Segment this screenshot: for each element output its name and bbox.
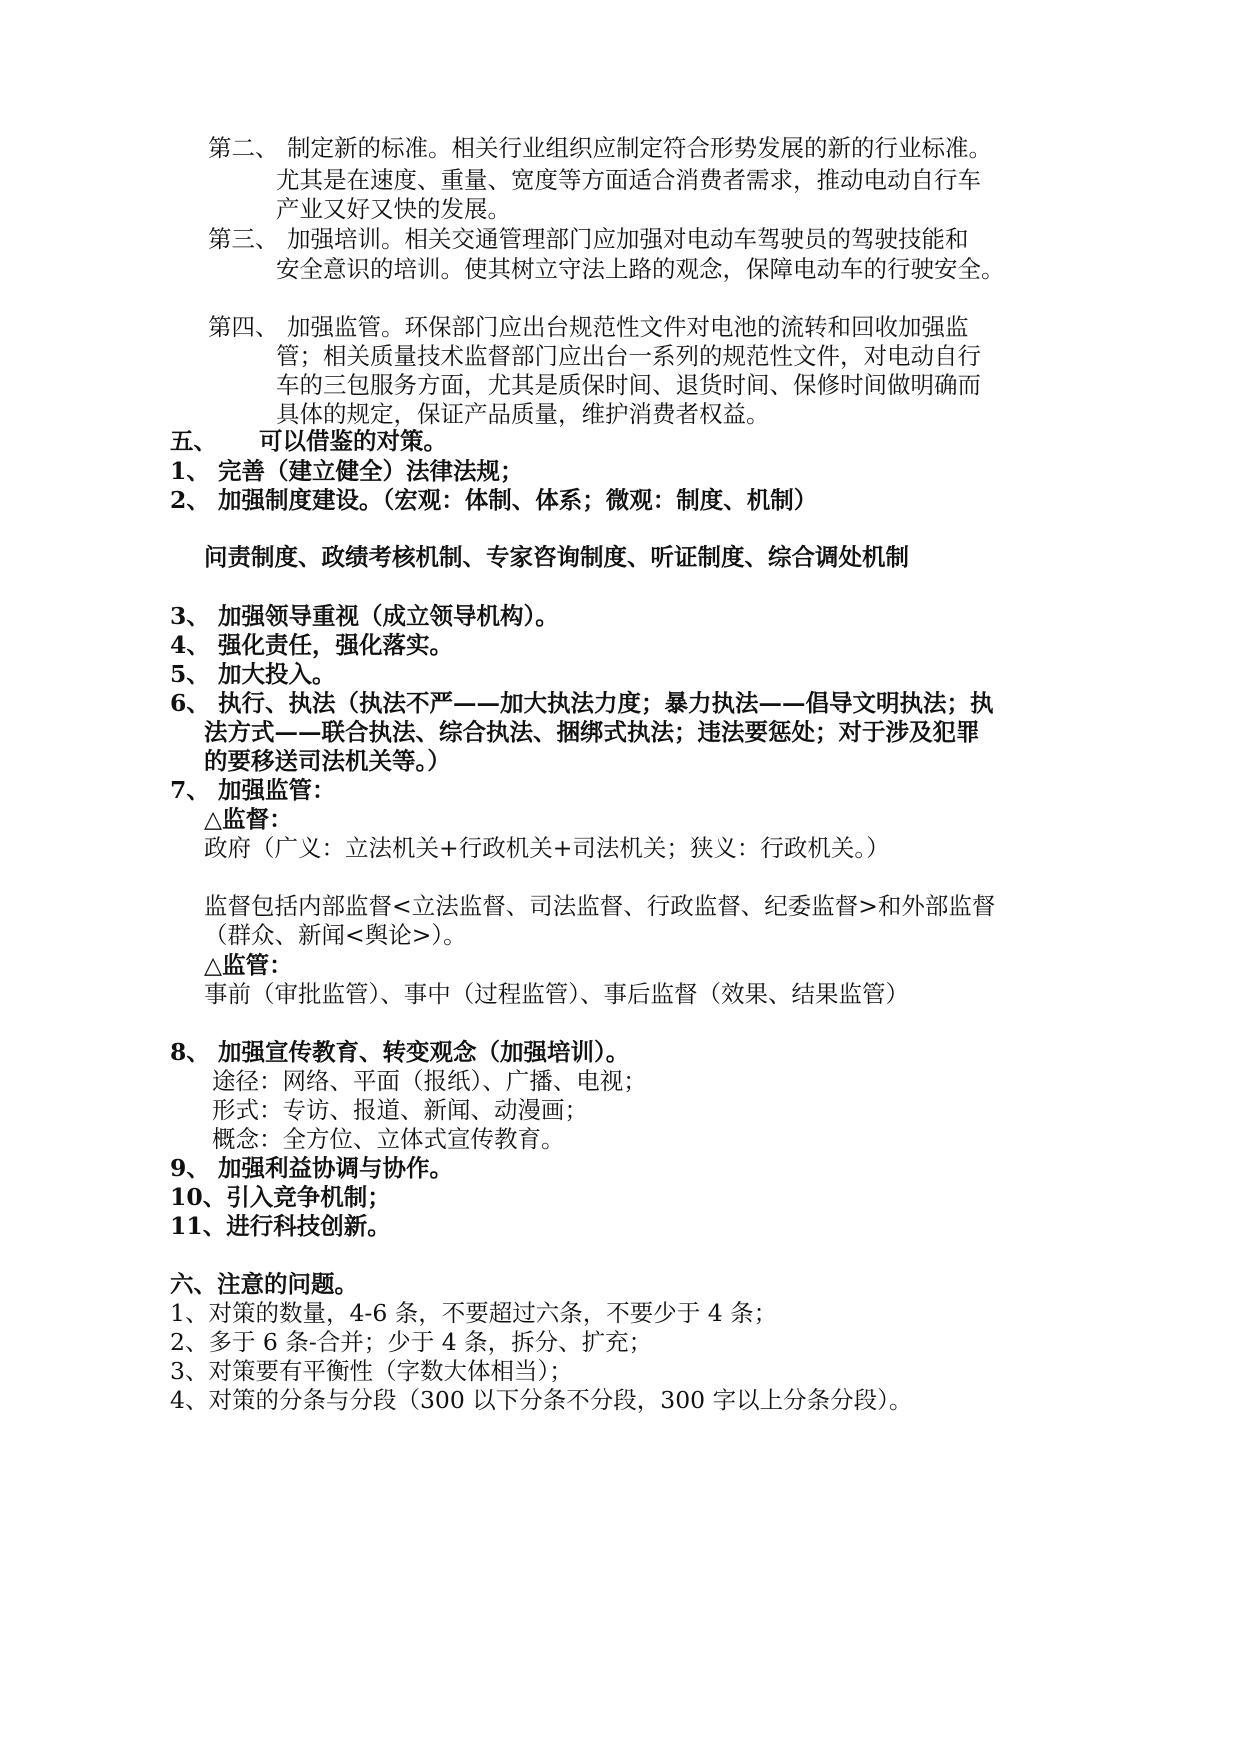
list-item: 6、 执行、执法（执法不严——加大执法力度；暴力执法——倡导文明执法；执 bbox=[170, 689, 994, 717]
body-line: 事前（审批监管）、事中（过程监管）、事后监督（效果、结果监管） bbox=[204, 980, 909, 1008]
list-subitem: 问责制度、政绩考核机制、专家咨询制度、听证制度、综合调处机制 bbox=[204, 543, 909, 571]
paragraph-line: 加强培训。相关交通管理部门应加强对电动车驾驶员的驾驶技能和 bbox=[287, 225, 969, 253]
subheading: △监督： bbox=[204, 805, 293, 833]
item-marker: 第二、 bbox=[208, 134, 279, 162]
body-line: （群众、新闻<舆论>）。 bbox=[204, 921, 467, 949]
paragraph-line: 管；相关质量技术监督部门应出台一系列的规范性文件，对电动自行 bbox=[276, 342, 981, 370]
list-item: 4、对策的分条与分段（300 以下分条不分段，300 字以上分条分段）。 bbox=[170, 1386, 913, 1414]
paragraph-line: 产业又好又快的发展。 bbox=[276, 195, 511, 223]
paragraph-line: 具体的规定，保证产品质量，维护消费者权益。 bbox=[276, 400, 770, 428]
list-item: 8、 加强宣传教育、转变观念（加强培训）。 bbox=[170, 1038, 630, 1066]
body-line: 监督包括内部监督<立法监督、司法监督、行政监督、纪委监督>和外部监督 bbox=[204, 892, 996, 920]
list-item: 2、 加强制度建设。（宏观：体制、体系；微观：制度、机制） bbox=[170, 486, 818, 514]
list-item: 9、 加强利益协调与协作。 bbox=[170, 1154, 454, 1182]
paragraph-line: 制定新的标准。相关行业组织应制定符合形势发展的新的行业标准。 bbox=[287, 134, 992, 162]
body-line: 途径：网络、平面（报纸）、广播、电视； bbox=[212, 1067, 647, 1095]
body-line: 政府（广义：立法机关+行政机关+司法机关；狭义：行政机关。） bbox=[204, 834, 890, 862]
list-item: 4、 强化责任，强化落实。 bbox=[170, 631, 454, 659]
list-item: 3、对策要有平衡性（字数大体相当）； bbox=[170, 1357, 573, 1385]
list-item-continuation: 的要移送司法机关等。） bbox=[204, 747, 451, 775]
subheading: △监管： bbox=[204, 951, 293, 979]
list-item: 7、 加强监管： bbox=[170, 776, 336, 804]
section-6-title: 六、注意的问题。 bbox=[170, 1270, 358, 1298]
list-item: 11、进行科技创新。 bbox=[170, 1212, 391, 1240]
list-item: 1、对策的数量，4-6 条，不要超过六条，不要少于 4 条； bbox=[170, 1299, 778, 1327]
list-item: 5、 加大投入。 bbox=[170, 660, 336, 688]
list-item: 10、引入竞争机制； bbox=[170, 1183, 391, 1211]
body-line: 概念：全方位、立体式宣传教育。 bbox=[212, 1125, 565, 1153]
section-5-title: 可以借鉴的对策。 bbox=[259, 427, 447, 455]
paragraph-line: 加强监管。环保部门应出台规范性文件对电池的流转和回收加强监 bbox=[287, 313, 969, 341]
list-item: 3、 加强领导重视（成立领导机构）。 bbox=[170, 602, 559, 630]
item-marker: 第三、 bbox=[208, 225, 279, 253]
item-marker: 第四、 bbox=[208, 313, 279, 341]
list-item-continuation: 法方式——联合执法、综合执法、捆绑式执法；违法要惩处；对于涉及犯罪 bbox=[204, 718, 980, 746]
section-5-marker: 五、 bbox=[170, 427, 217, 455]
paragraph-line: 安全意识的培训。使其树立守法上路的观念，保障电动车的行驶安全。 bbox=[276, 255, 1005, 283]
paragraph-line: 车的三包服务方面，尤其是质保时间、退货时间、保修时间做明确而 bbox=[276, 371, 981, 399]
list-item: 2、多于 6 条-合并；少于 4 条，拆分、扩充； bbox=[170, 1328, 653, 1356]
list-item: 1、 完善（建立健全）法律法规； bbox=[170, 457, 524, 485]
paragraph-line: 尤其是在速度、重量、宽度等方面适合消费者需求，推动电动自行车 bbox=[276, 166, 981, 194]
body-line: 形式：专访、报道、新闻、动漫画； bbox=[212, 1096, 588, 1124]
